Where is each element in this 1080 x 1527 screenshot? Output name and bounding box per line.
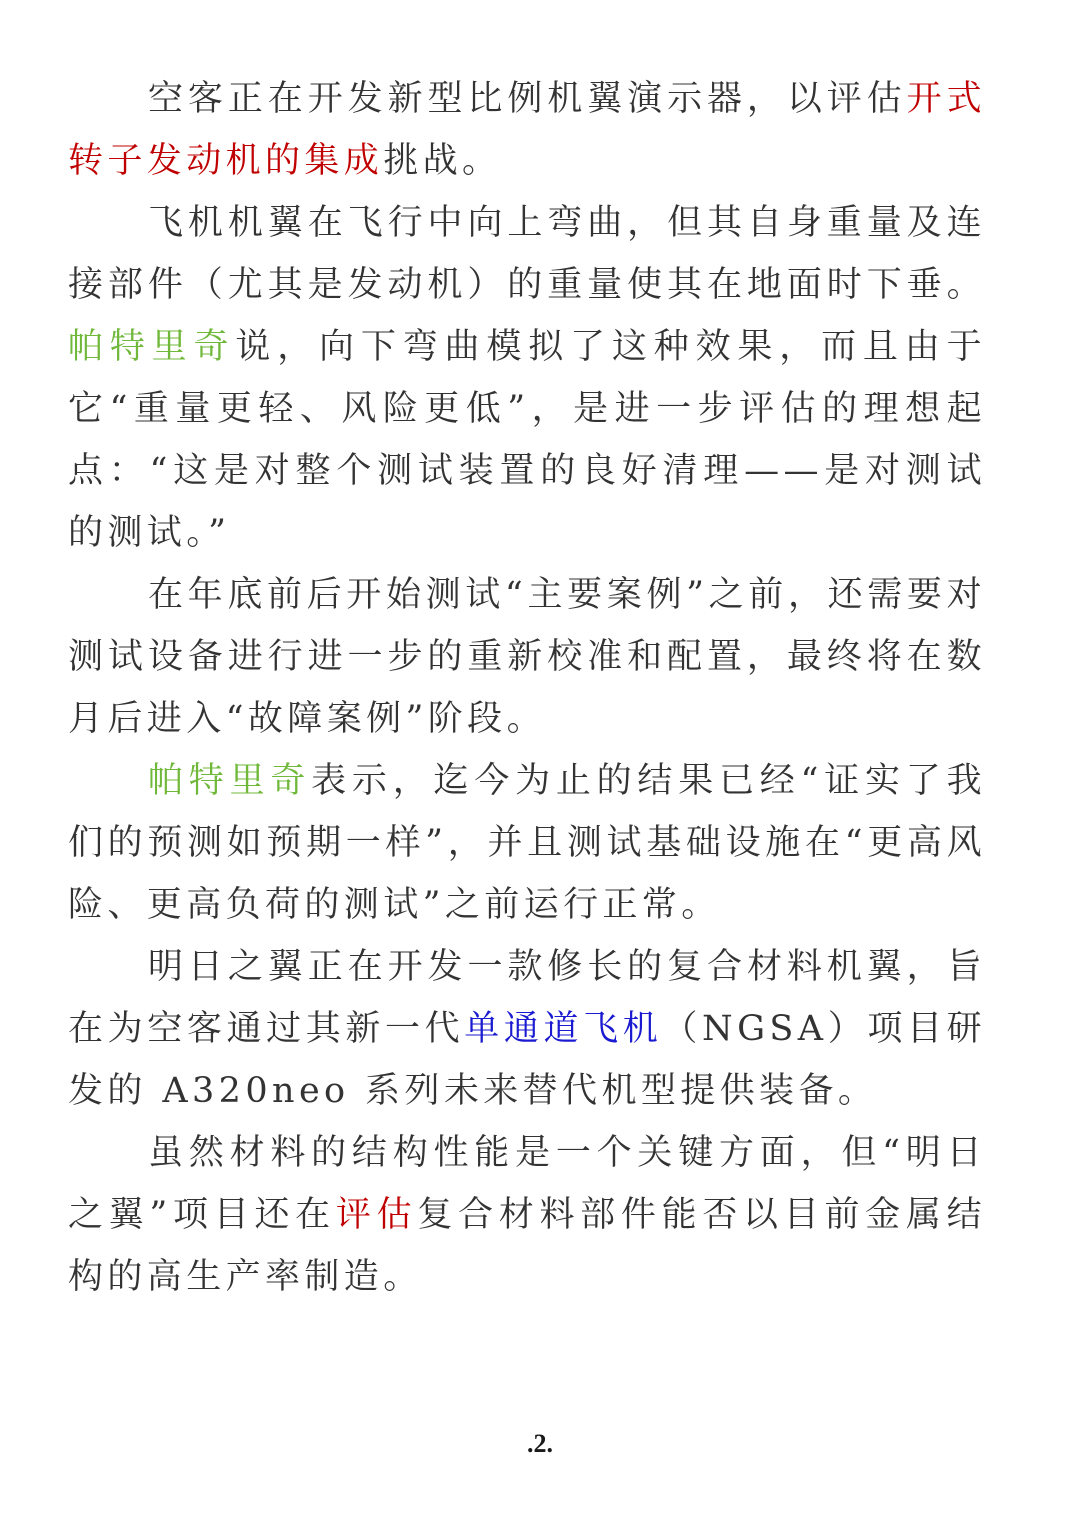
paragraph-test-schedule xyxy=(68,564,986,750)
text-span: 虽然材料的结构性能是一个关键方面，但“明日之翼”项目还在 xyxy=(68,1133,986,1235)
text-span: 挑战。 xyxy=(383,141,502,181)
page-number: .2. xyxy=(527,1429,553,1458)
highlight-partridge: 帕特里奇 xyxy=(68,327,236,367)
paragraph-wing-of-tomorrow xyxy=(68,936,986,1122)
text-span: 飞机机翼在飞行中向上弯曲，但其自身重量及连接部件（尤其是发动机）的重量使其在地面时下垂。 xyxy=(68,203,986,305)
paragraph-open-rotor xyxy=(68,68,986,192)
highlight-partridge: 帕特里奇 xyxy=(148,761,312,801)
text-span: （NGSA）项目研发的 A320neo 系列未来替代机型提供装备。 xyxy=(68,1009,986,1111)
text-span: 复合材料部件能否以目前金属结构的高生产率制造。 xyxy=(68,1195,986,1297)
article-body xyxy=(68,68,986,1308)
paragraph-results xyxy=(68,750,986,936)
text-span: 明日之翼正在开发一款修长的复合材料机翼，旨在为空客通过其新一代 xyxy=(68,947,986,1049)
paragraph-wing-bending xyxy=(68,192,986,564)
text-span: 表示，迄今为止的结果已经“证实了我们的预测如预期一样”，并且测试基础设施在“更高风险、更高负荷的测试”之前运行正常。 xyxy=(68,761,986,925)
text-span: 说，向下弯曲模拟了这种效果，而且由于它“重量更轻、风险更低”，是进一步评估的理想起点：“这是对整个测试装置的良好清理——是对测试的测试。” xyxy=(68,327,986,553)
highlight-evaluate: 评估 xyxy=(335,1195,418,1235)
highlight-single-aisle: 单通道飞机 xyxy=(464,1009,663,1049)
text-span: 空客正在开发新型比例机翼演示器，以评估 xyxy=(148,79,907,119)
paragraph-production-rate xyxy=(68,1122,986,1308)
text-span: 在年底前后开始测试“主要案例”之前，还需要对测试设备进行进一步的重新校准和配置，最终将在数月后进入“故障案例”阶段。 xyxy=(68,575,986,739)
highlight-open-rotor-integration: 开式转子发动机的集成 xyxy=(68,79,986,181)
